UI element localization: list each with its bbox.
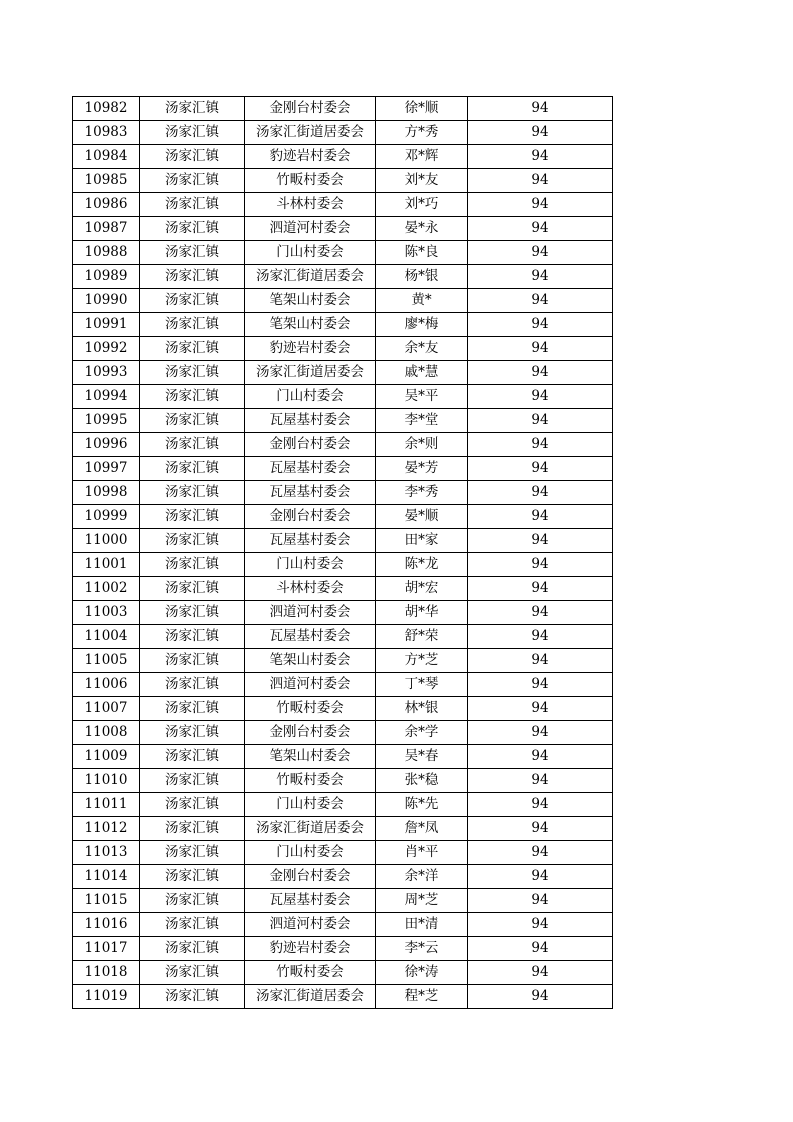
village-committee-cell: 竹畈村委会 <box>245 769 376 793</box>
row-number-cell: 10989 <box>73 265 140 289</box>
town-cell: 汤家汇镇 <box>140 721 245 745</box>
town-cell: 汤家汇镇 <box>140 217 245 241</box>
table-row <box>73 457 613 481</box>
score-cell: 94 <box>468 841 613 865</box>
village-committee-cell: 斗林村委会 <box>245 577 376 601</box>
score-cell: 94 <box>468 817 613 841</box>
town-cell: 汤家汇镇 <box>140 193 245 217</box>
person-name-cell: 方*芝 <box>376 649 468 673</box>
score-cell: 94 <box>468 697 613 721</box>
table-row <box>73 169 613 193</box>
village-committee-cell: 瓦屋基村委会 <box>245 457 376 481</box>
row-number-cell: 11012 <box>73 817 140 841</box>
score-cell: 94 <box>468 961 613 985</box>
score-cell: 94 <box>468 193 613 217</box>
town-cell: 汤家汇镇 <box>140 553 245 577</box>
row-number-cell: 10984 <box>73 145 140 169</box>
person-name-cell: 李*云 <box>376 937 468 961</box>
town-cell: 汤家汇镇 <box>140 673 245 697</box>
person-name-cell: 舒*荣 <box>376 625 468 649</box>
town-cell: 汤家汇镇 <box>140 865 245 889</box>
row-number-cell: 11008 <box>73 721 140 745</box>
score-cell: 94 <box>468 457 613 481</box>
table-row <box>73 601 613 625</box>
table-row <box>73 313 613 337</box>
village-committee-cell: 笔架山村委会 <box>245 745 376 769</box>
person-name-cell: 胡*宏 <box>376 577 468 601</box>
score-cell: 94 <box>468 625 613 649</box>
table-row <box>73 385 613 409</box>
town-cell: 汤家汇镇 <box>140 529 245 553</box>
table-row <box>73 865 613 889</box>
table-row <box>73 961 613 985</box>
person-name-cell: 余*友 <box>376 337 468 361</box>
row-number-cell: 11001 <box>73 553 140 577</box>
row-number-cell: 10997 <box>73 457 140 481</box>
person-name-cell: 李*堂 <box>376 409 468 433</box>
score-cell: 94 <box>468 865 613 889</box>
table-row <box>73 97 613 121</box>
village-committee-cell: 金刚台村委会 <box>245 97 376 121</box>
person-name-cell: 廖*梅 <box>376 313 468 337</box>
score-cell: 94 <box>468 673 613 697</box>
table-row <box>73 217 613 241</box>
person-name-cell: 刘*巧 <box>376 193 468 217</box>
person-name-cell: 晏*顺 <box>376 505 468 529</box>
row-number-cell: 11016 <box>73 913 140 937</box>
town-cell: 汤家汇镇 <box>140 505 245 529</box>
score-cell: 94 <box>468 937 613 961</box>
table-row <box>73 193 613 217</box>
table-row <box>73 625 613 649</box>
person-name-cell: 余*洋 <box>376 865 468 889</box>
row-number-cell: 10982 <box>73 97 140 121</box>
town-cell: 汤家汇镇 <box>140 409 245 433</box>
row-number-cell: 11013 <box>73 841 140 865</box>
table-row <box>73 577 613 601</box>
row-number-cell: 11003 <box>73 601 140 625</box>
person-name-cell: 余*则 <box>376 433 468 457</box>
town-cell: 汤家汇镇 <box>140 937 245 961</box>
person-name-cell: 晏*永 <box>376 217 468 241</box>
town-cell: 汤家汇镇 <box>140 769 245 793</box>
row-number-cell: 11002 <box>73 577 140 601</box>
village-committee-cell: 泗道河村委会 <box>245 217 376 241</box>
person-name-cell: 徐*涛 <box>376 961 468 985</box>
person-name-cell: 田*家 <box>376 529 468 553</box>
score-cell: 94 <box>468 241 613 265</box>
town-cell: 汤家汇镇 <box>140 817 245 841</box>
table-row <box>73 769 613 793</box>
village-committee-cell: 竹畈村委会 <box>245 961 376 985</box>
town-cell: 汤家汇镇 <box>140 649 245 673</box>
table-row <box>73 913 613 937</box>
person-name-cell: 周*芝 <box>376 889 468 913</box>
town-cell: 汤家汇镇 <box>140 841 245 865</box>
person-name-cell: 方*秀 <box>376 121 468 145</box>
row-number-cell: 11015 <box>73 889 140 913</box>
score-cell: 94 <box>468 769 613 793</box>
village-committee-cell: 门山村委会 <box>245 841 376 865</box>
score-cell: 94 <box>468 985 613 1009</box>
score-cell: 94 <box>468 721 613 745</box>
town-cell: 汤家汇镇 <box>140 601 245 625</box>
table-row <box>73 265 613 289</box>
table-row <box>73 937 613 961</box>
town-cell: 汤家汇镇 <box>140 961 245 985</box>
town-cell: 汤家汇镇 <box>140 577 245 601</box>
table-row <box>73 697 613 721</box>
person-name-cell: 詹*凤 <box>376 817 468 841</box>
village-committee-cell: 门山村委会 <box>245 385 376 409</box>
village-committee-cell: 竹畈村委会 <box>245 169 376 193</box>
score-cell: 94 <box>468 337 613 361</box>
score-cell: 94 <box>468 889 613 913</box>
town-cell: 汤家汇镇 <box>140 457 245 481</box>
score-cell: 94 <box>468 217 613 241</box>
table-row <box>73 889 613 913</box>
town-cell: 汤家汇镇 <box>140 913 245 937</box>
row-number-cell: 10987 <box>73 217 140 241</box>
table-row <box>73 481 613 505</box>
table-row <box>73 985 613 1009</box>
village-committee-cell: 豹迹岩村委会 <box>245 337 376 361</box>
town-cell: 汤家汇镇 <box>140 433 245 457</box>
village-committee-cell: 汤家汇街道居委会 <box>245 985 376 1009</box>
row-number-cell: 11018 <box>73 961 140 985</box>
roster-table-body <box>73 97 613 1009</box>
score-cell: 94 <box>468 649 613 673</box>
town-cell: 汤家汇镇 <box>140 241 245 265</box>
score-cell: 94 <box>468 745 613 769</box>
village-committee-cell: 汤家汇街道居委会 <box>245 121 376 145</box>
village-committee-cell: 汤家汇街道居委会 <box>245 265 376 289</box>
person-name-cell: 张*稳 <box>376 769 468 793</box>
village-committee-cell: 金刚台村委会 <box>245 505 376 529</box>
row-number-cell: 11010 <box>73 769 140 793</box>
town-cell: 汤家汇镇 <box>140 361 245 385</box>
row-number-cell: 11007 <box>73 697 140 721</box>
town-cell: 汤家汇镇 <box>140 625 245 649</box>
town-cell: 汤家汇镇 <box>140 97 245 121</box>
score-cell: 94 <box>468 481 613 505</box>
row-number-cell: 10992 <box>73 337 140 361</box>
village-committee-cell: 竹畈村委会 <box>245 697 376 721</box>
village-committee-cell: 笔架山村委会 <box>245 649 376 673</box>
row-number-cell: 10990 <box>73 289 140 313</box>
village-committee-cell: 金刚台村委会 <box>245 721 376 745</box>
town-cell: 汤家汇镇 <box>140 793 245 817</box>
score-cell: 94 <box>468 913 613 937</box>
person-name-cell: 吴*春 <box>376 745 468 769</box>
table-row <box>73 673 613 697</box>
village-committee-cell: 汤家汇街道居委会 <box>245 817 376 841</box>
score-cell: 94 <box>468 361 613 385</box>
row-number-cell: 11011 <box>73 793 140 817</box>
table-row <box>73 241 613 265</box>
village-committee-cell: 笔架山村委会 <box>245 289 376 313</box>
row-number-cell: 11004 <box>73 625 140 649</box>
score-cell: 94 <box>468 169 613 193</box>
row-number-cell: 11006 <box>73 673 140 697</box>
town-cell: 汤家汇镇 <box>140 889 245 913</box>
table-row <box>73 793 613 817</box>
village-committee-cell: 金刚台村委会 <box>245 865 376 889</box>
score-cell: 94 <box>468 529 613 553</box>
row-number-cell: 10994 <box>73 385 140 409</box>
row-number-cell: 11014 <box>73 865 140 889</box>
village-committee-cell: 瓦屋基村委会 <box>245 409 376 433</box>
table-row <box>73 361 613 385</box>
town-cell: 汤家汇镇 <box>140 313 245 337</box>
person-name-cell: 余*学 <box>376 721 468 745</box>
person-name-cell: 胡*华 <box>376 601 468 625</box>
village-committee-cell: 泗道河村委会 <box>245 913 376 937</box>
person-name-cell: 刘*友 <box>376 169 468 193</box>
village-committee-cell: 门山村委会 <box>245 553 376 577</box>
row-number-cell: 11019 <box>73 985 140 1009</box>
village-committee-cell: 瓦屋基村委会 <box>245 625 376 649</box>
row-number-cell: 10986 <box>73 193 140 217</box>
score-cell: 94 <box>468 385 613 409</box>
person-name-cell: 杨*银 <box>376 265 468 289</box>
village-committee-cell: 金刚台村委会 <box>245 433 376 457</box>
village-committee-cell: 豹迹岩村委会 <box>245 937 376 961</box>
person-name-cell: 肖*平 <box>376 841 468 865</box>
score-cell: 94 <box>468 409 613 433</box>
score-cell: 94 <box>468 577 613 601</box>
person-name-cell: 田*清 <box>376 913 468 937</box>
village-committee-cell: 泗道河村委会 <box>245 601 376 625</box>
score-cell: 94 <box>468 601 613 625</box>
score-cell: 94 <box>468 289 613 313</box>
person-name-cell: 李*秀 <box>376 481 468 505</box>
row-number-cell: 10996 <box>73 433 140 457</box>
village-committee-cell: 瓦屋基村委会 <box>245 481 376 505</box>
score-cell: 94 <box>468 505 613 529</box>
row-number-cell: 11000 <box>73 529 140 553</box>
village-committee-cell: 斗林村委会 <box>245 193 376 217</box>
table-row <box>73 721 613 745</box>
table-row <box>73 337 613 361</box>
town-cell: 汤家汇镇 <box>140 481 245 505</box>
village-committee-cell: 豹迹岩村委会 <box>245 145 376 169</box>
score-cell: 94 <box>468 433 613 457</box>
person-name-cell: 戚*慧 <box>376 361 468 385</box>
town-cell: 汤家汇镇 <box>140 745 245 769</box>
village-committee-cell: 泗道河村委会 <box>245 673 376 697</box>
person-name-cell: 陈*先 <box>376 793 468 817</box>
score-cell: 94 <box>468 121 613 145</box>
table-row <box>73 649 613 673</box>
town-cell: 汤家汇镇 <box>140 121 245 145</box>
town-cell: 汤家汇镇 <box>140 289 245 313</box>
person-name-cell: 林*银 <box>376 697 468 721</box>
table-row <box>73 121 613 145</box>
row-number-cell: 10995 <box>73 409 140 433</box>
table-row <box>73 745 613 769</box>
row-number-cell: 10988 <box>73 241 140 265</box>
person-name-cell: 徐*顺 <box>376 97 468 121</box>
row-number-cell: 10999 <box>73 505 140 529</box>
village-committee-cell: 笔架山村委会 <box>245 313 376 337</box>
score-cell: 94 <box>468 553 613 577</box>
score-cell: 94 <box>468 265 613 289</box>
row-number-cell: 11005 <box>73 649 140 673</box>
row-number-cell: 10983 <box>73 121 140 145</box>
person-name-cell: 邓*辉 <box>376 145 468 169</box>
row-number-cell: 11009 <box>73 745 140 769</box>
row-number-cell: 10998 <box>73 481 140 505</box>
roster-table <box>72 96 613 1009</box>
table-row <box>73 841 613 865</box>
table-row <box>73 529 613 553</box>
table-row <box>73 145 613 169</box>
table-row <box>73 817 613 841</box>
row-number-cell: 11017 <box>73 937 140 961</box>
village-committee-cell: 瓦屋基村委会 <box>245 889 376 913</box>
town-cell: 汤家汇镇 <box>140 145 245 169</box>
row-number-cell: 10991 <box>73 313 140 337</box>
score-cell: 94 <box>468 313 613 337</box>
person-name-cell: 晏*芳 <box>376 457 468 481</box>
town-cell: 汤家汇镇 <box>140 985 245 1009</box>
village-committee-cell: 门山村委会 <box>245 793 376 817</box>
person-name-cell: 陈*龙 <box>376 553 468 577</box>
score-cell: 94 <box>468 145 613 169</box>
person-name-cell: 程*芝 <box>376 985 468 1009</box>
score-cell: 94 <box>468 97 613 121</box>
row-number-cell: 10985 <box>73 169 140 193</box>
person-name-cell: 陈*良 <box>376 241 468 265</box>
village-committee-cell: 汤家汇街道居委会 <box>245 361 376 385</box>
person-name-cell: 吴*平 <box>376 385 468 409</box>
town-cell: 汤家汇镇 <box>140 697 245 721</box>
row-number-cell: 10993 <box>73 361 140 385</box>
score-cell: 94 <box>468 793 613 817</box>
village-committee-cell: 瓦屋基村委会 <box>245 529 376 553</box>
table-row <box>73 289 613 313</box>
table-row <box>73 505 613 529</box>
person-name-cell: 丁*琴 <box>376 673 468 697</box>
table-row <box>73 553 613 577</box>
village-committee-cell: 门山村委会 <box>245 241 376 265</box>
person-name-cell: 黄* <box>376 289 468 313</box>
town-cell: 汤家汇镇 <box>140 169 245 193</box>
table-row <box>73 433 613 457</box>
town-cell: 汤家汇镇 <box>140 385 245 409</box>
town-cell: 汤家汇镇 <box>140 265 245 289</box>
town-cell: 汤家汇镇 <box>140 337 245 361</box>
table-row <box>73 409 613 433</box>
